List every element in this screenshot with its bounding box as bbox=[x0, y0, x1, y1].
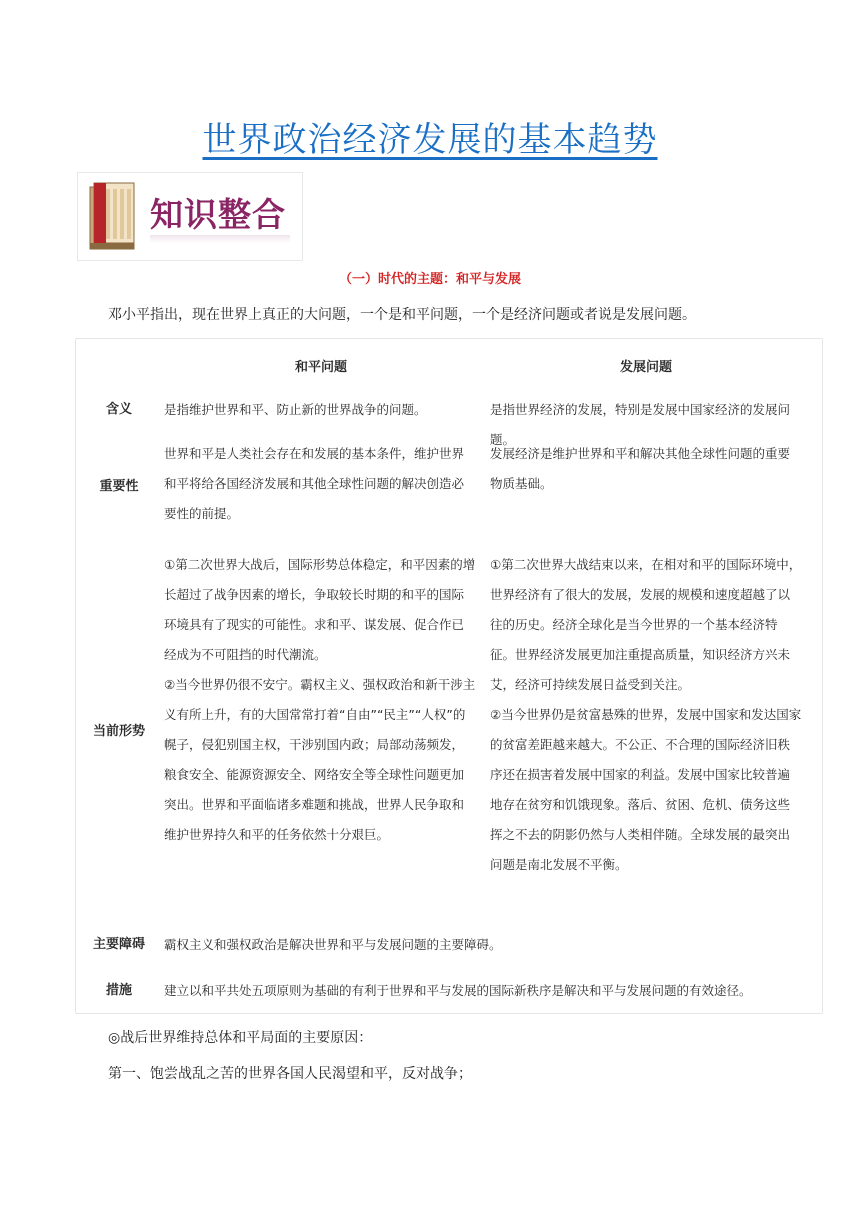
cell-importance-development bbox=[490, 439, 802, 499]
cell-meaning-peace bbox=[164, 395, 476, 425]
cell-paragraph: ②当今世界仍很不安宁。霸权主义、强权政治和新干涉主义有所上升，有的大国常常打着“自由”“民主”“人权”的幌子，侵犯别国主权，干涉别国内政；局部动荡频发，粮食安全、能源资源安全、网络安全等全球性问题更加突出。世界和平面临诸多难题和挑战，世界人民争取和维护世界持久和平的任务依然十分艰巨。 bbox=[164, 677, 476, 842]
intro-paragraph: 邓小平指出，现在世界上真正的大问题，一个是和平问题，一个是经济问题或者说是发展问题。 bbox=[108, 307, 696, 323]
cell-paragraph: ①第二次世界大战后，国际形势总体稳定，和平因素的增长超过了战争因素的增长，争取较长时期的和平的国际环境具有了现实的可能性。求和平、谋发展、促合作已经成为不可阻挡的时代潮流。 bbox=[164, 557, 476, 662]
cell-importance-peace bbox=[164, 439, 476, 529]
cell-measures: 建立以和平共处五项原则为基础的有利于世界和平与发展的国际新秩序是解决和平与发展问题的有效途径。 bbox=[164, 983, 752, 998]
book-icon bbox=[88, 181, 140, 251]
row-label-importance: 重要性 bbox=[99, 479, 139, 494]
section-heading: （一）时代的主题：和平与发展 bbox=[338, 272, 521, 287]
cell-situation-peace bbox=[164, 550, 476, 850]
cell-paragraph: 世界和平是人类社会存在和发展的基本条件，维护世界和平将给各国经济发展和其他全球性问题的解决创造必要性的前提。 bbox=[164, 446, 465, 521]
logo-text: 知识整合 bbox=[150, 195, 286, 234]
row-label-measures: 措施 bbox=[105, 983, 132, 998]
page-title: 世界政治经济发展的基本趋势 bbox=[202, 120, 658, 160]
row-label-meaning: 含义 bbox=[105, 402, 132, 417]
cell-paragraph: 发展经济是维护世界和平和解决其他全球性问题的重要物质基础。 bbox=[490, 446, 791, 491]
comparison-table bbox=[75, 338, 823, 1014]
note-line-1: 第一、饱尝战乱之苦的世界各国人民渴望和平，反对战争； bbox=[108, 1066, 472, 1082]
row-label-main-obstacle: 主要障碍 bbox=[92, 937, 145, 952]
cell-paragraph: 是指世界经济的发展，特别是发展中国家经济的发展问题。 bbox=[490, 402, 791, 447]
column-header-development: 发展问题 bbox=[619, 360, 672, 375]
cell-situation-development bbox=[490, 550, 802, 880]
logo-reflection bbox=[150, 235, 290, 243]
knowledge-integration-logo bbox=[77, 172, 303, 261]
note-title: ◎战后世界维持总体和平局面的主要原因： bbox=[108, 1030, 373, 1046]
row-label-current-situation: 当前形势 bbox=[92, 724, 145, 739]
cell-paragraph: ①第二次世界大战结束以来，在相对和平的国际环境中，世界经济有了很大的发展，发展的规模和速度超越了以往的历史。经济全球化是当今世界的一个基本经济特征。世界经济发展更加注重提高质量，知识经济方兴未艾，经济可持续发展日益受到关注。 bbox=[490, 557, 802, 692]
cell-paragraph: 是指维护世界和平、防止新的世界战争的问题。 bbox=[164, 402, 427, 417]
column-header-peace: 和平问题 bbox=[294, 360, 347, 375]
cell-paragraph: ②当今世界仍是贫富悬殊的世界，发展中国家和发达国家的贫富差距越来越大。不公正、不合理的国际经济旧秩序还在损害着发展中国家的利益。发展中国家比较普遍地存在贫穷和饥饿现象。落后、贫困、危机、债务这些挥之不去的阴影仍然与人类相伴随。全球发展的最突出问题是南北发展不平衡。 bbox=[490, 707, 802, 872]
cell-main-obstacle: 霸权主义和强权政治是解决世界和平与发展问题的主要障碍。 bbox=[164, 937, 502, 952]
